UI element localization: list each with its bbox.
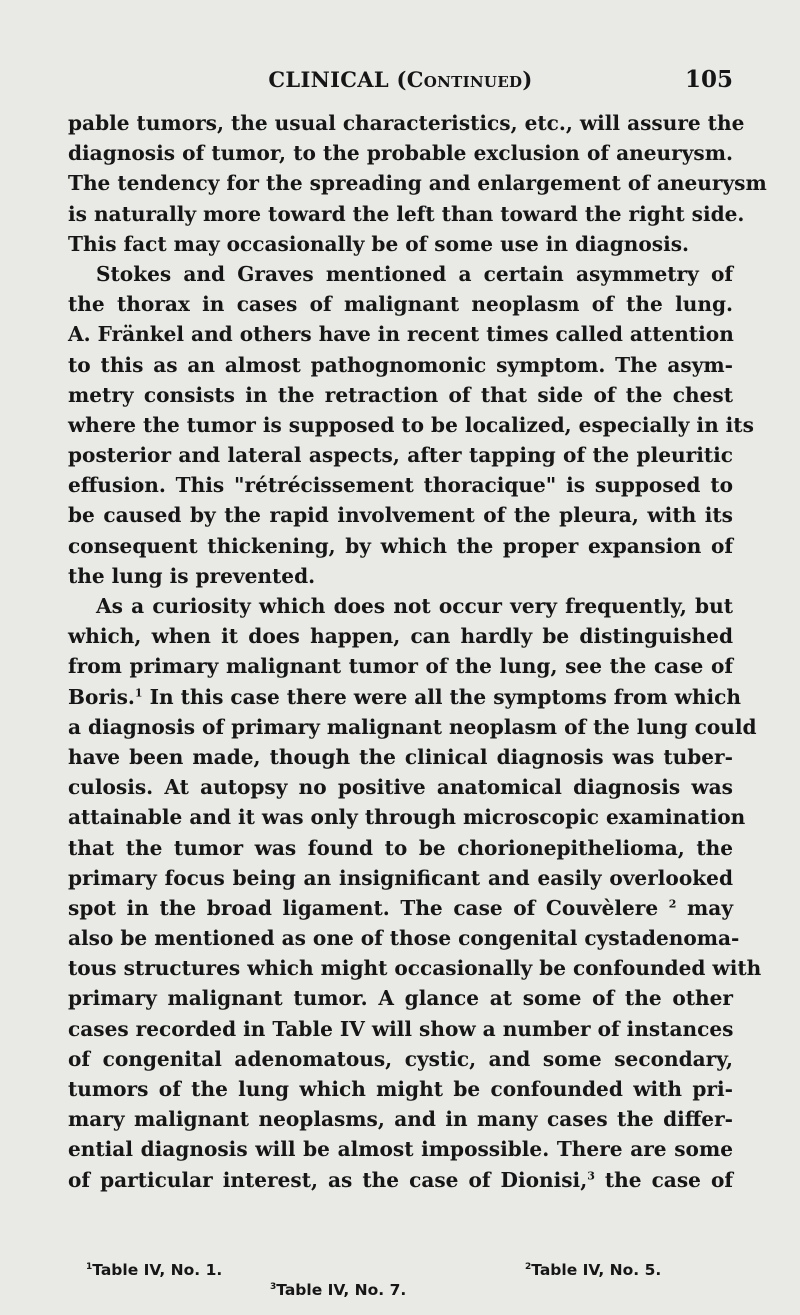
text-line: tumors of the lung which might be confounded with pri- <box>68 1077 733 1101</box>
footnote-text: Table IV, No. 5. <box>531 1261 662 1279</box>
footnote-3 <box>270 1280 406 1300</box>
text-line: to this as an almost pathognomonic symptom. The asym- <box>68 352 733 377</box>
text-segment: In this case there were all the symptoms from which <box>142 684 742 709</box>
text-line: This fact may occasionally be of some use in diagnosis. <box>68 231 690 256</box>
footnote-mark: 2 <box>525 1261 532 1272</box>
text-line: pable tumors, the usual characteristics, etc., will assure the <box>68 111 745 135</box>
text-line: tous structures which might occasionally be confounded with <box>68 956 762 981</box>
text-line <box>68 682 742 712</box>
text-line: the thorax in cases of malignant neoplasm of the lung. <box>68 292 733 317</box>
text-line: which, when it does happen, can hardly be distinguished <box>68 624 733 649</box>
text-line: of congenital adenomatous, cystic, and some secondary, <box>68 1046 733 1071</box>
text-line: The tendency for the spreading and enlargement of aneurysm <box>68 171 767 196</box>
text-line: that the tumor was found to be chorionepithelioma, the <box>68 835 733 860</box>
text-segment: of particular interest, as the case of Dionisi, <box>68 1167 588 1192</box>
text-segment: may <box>676 895 733 920</box>
footnote-2 <box>525 1260 661 1280</box>
text-line: ential diagnosis will be almost impossible. There are some <box>68 1137 733 1162</box>
text-line: A. Fränkel and others have in recent times called attention <box>68 322 734 347</box>
text-line: from primary malignant tumor of the lung, see the case of <box>68 654 733 679</box>
running-head-paren: (Continued) <box>396 67 533 92</box>
footnote-text: Table IV, No. 1. <box>92 1261 223 1279</box>
footnote-ref: 1 <box>134 685 143 699</box>
text-line: posterior and lateral aspects, after tapping of the pleuritic <box>68 443 733 468</box>
text-line: a diagnosis of primary malignant neoplasm of the lung could <box>68 714 757 739</box>
text-segment: the case of <box>594 1167 733 1192</box>
footnote-text: Table IV, No. 7. <box>276 1281 407 1299</box>
running-head-main: CLINICAL <box>268 67 389 92</box>
text-line: the lung is prevented. <box>68 563 316 588</box>
text-line: diagnosis of tumor, to the probable exclusion of aneurysm. <box>68 141 733 166</box>
footnote-ref: 2 <box>668 897 677 911</box>
running-head-title <box>68 64 733 96</box>
footnote-mark: 3 <box>270 1281 277 1292</box>
text-line: culosis. At autopsy no positive anatomical diagnosis was <box>68 775 733 800</box>
footnote-ref: 3 <box>587 1168 595 1182</box>
text-line: consequent thickening, by which the proper expansion of <box>68 533 733 558</box>
text-segment: Boris. <box>68 684 135 709</box>
text-line: be caused by the rapid involvement of the pleura, with its <box>68 503 733 528</box>
body-text <box>68 108 767 1195</box>
text-line: As a curiosity which does not occur very frequently, but <box>96 594 733 618</box>
text-line: also be mentioned as one of those congenital cystadenoma- <box>68 926 740 951</box>
text-line: primary focus being an insignificant and easily overlooked <box>68 865 733 890</box>
running-head <box>68 64 733 96</box>
text-line: mary malignant neoplasms, and in many cases the differ- <box>68 1107 733 1132</box>
text-line: cases recorded in Table IV will show a number of instances <box>68 1016 734 1041</box>
text-line: where the tumor is supposed to be localized, especially in its <box>68 412 754 437</box>
text-line: metry consists in the retraction of that side of the chest <box>68 382 733 407</box>
footnote-mark: 1 <box>86 1261 93 1272</box>
page-number: 105 <box>684 66 733 93</box>
text-line: Stokes and Graves mentioned a certain asymmetry of <box>96 261 733 286</box>
text-segment: spot in the broad ligament. The case of Couvèlere <box>68 895 669 920</box>
text-line: effusion. This "rétrécissement thoracique" is supposed to <box>68 473 733 498</box>
text-line <box>68 893 733 923</box>
text-line: primary malignant tumor. A glance at some of the other <box>68 986 733 1011</box>
text-line: is naturally more toward the left than toward the right side. <box>68 201 745 226</box>
footnote-1 <box>86 1260 222 1280</box>
text-line: have been made, though the clinical diagnosis was tuber- <box>68 744 733 769</box>
text-line <box>68 1165 733 1195</box>
text-line: attainable and it was only through microscopic examination <box>68 805 746 830</box>
